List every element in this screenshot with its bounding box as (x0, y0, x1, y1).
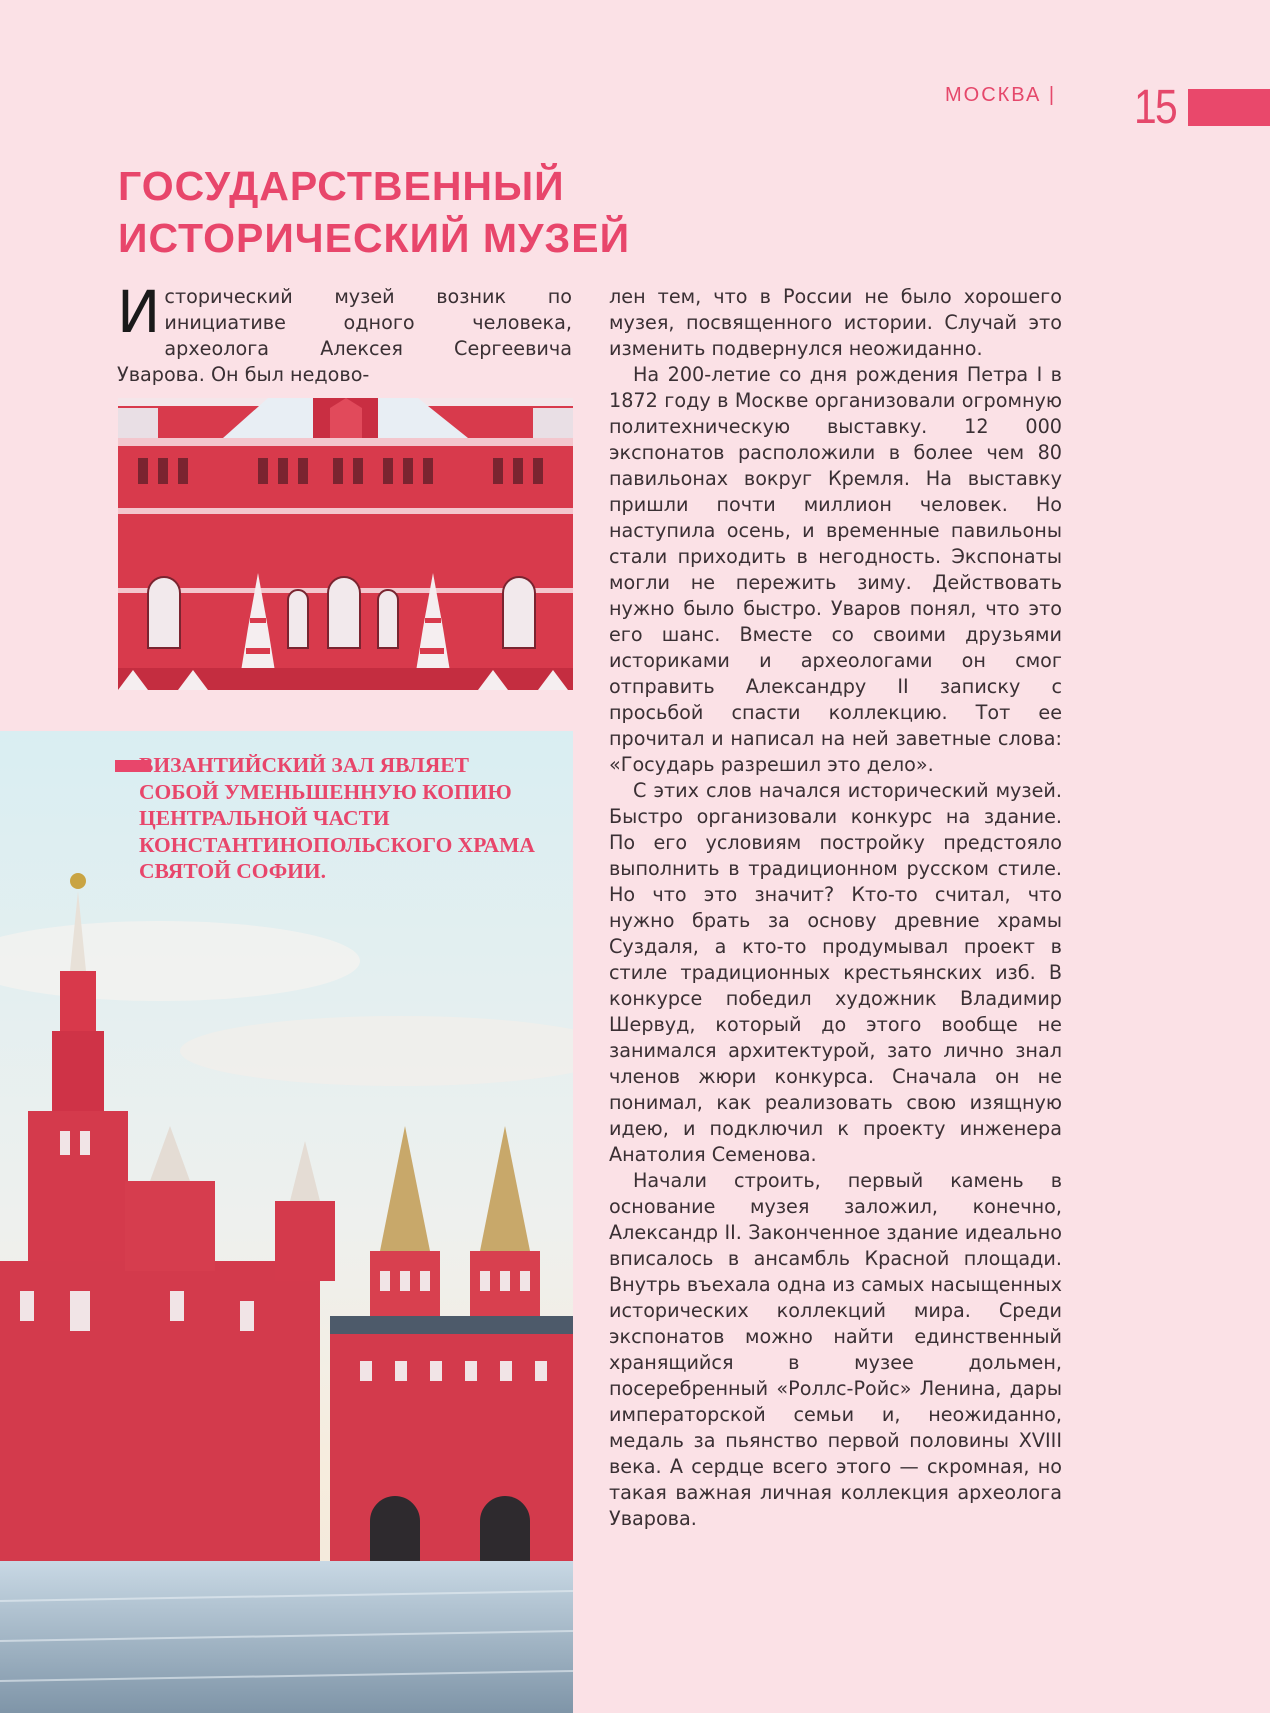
section-label: МОСКВА | (945, 84, 1057, 106)
page-number-bar (1188, 89, 1270, 126)
museum-facade-photo (118, 398, 573, 690)
paragraph-4: Начали строить, первый камень в основание музея заложил, конечно, Александр II. Законченное здание идеально вписалось в ансамбль Красной площади. Внутрь въехала одна из самых насыщенных исторических коллекций мира. Среди экспонатов можно найти единственный хранящийся в музее дольмен, посеребренный «Роллс-Ройс» Ленина, дары императорской семьи и, неожиданно, медаль за пьянство первой половины XVIII века. А сердце всего этого — скромная, но такая важная личная коллекция археолога Уварова. (609, 1169, 1062, 1530)
page-number: 15 (1134, 81, 1176, 134)
pullquote-text: ВИЗАНТИЙСКИЙ ЗАЛ ЯВЛЯЕТ СОБОЙ УМЕНЬШЕННУЮ КОПИЮ ЦЕНТРАЛЬНОЙ ЧАСТИ КОНСТАНТИНОПОЛЬСКОГО ХРАМА СВЯТОЙ СОФИИ. (139, 753, 535, 883)
intro-text: сторический музей возник по инициативе одного человека, археолога Алексея Сергеевича Уварова. Он был недово- (117, 285, 572, 386)
article-title (118, 160, 738, 264)
drop-cap: И (117, 278, 161, 346)
intro-paragraph (117, 278, 572, 388)
paragraph-3: С этих слов начался исторический музей. Быстро организовали конкурс на здание. По его условиям постройку предстояло выполнить в традиционном русском стиле. Но что это значит? Кто-то считал, что нужно брать за основу древние храмы Суздаля, а кто-то продумывал проект в стиле традиционных крестьянских изб. В конкурсе победил художник Владимир Шервуд, который до этого вообще не занимался архитектурой, зато лично знал членов жюри конкурса. Сначала он не понимал, как реализовать свою изящную идею, и подключил к проекту инженера Анатолия Семенова. (609, 779, 1062, 1166)
title-line-1: ГОСУДАРСТВЕННЫЙ (118, 163, 565, 209)
paragraph-2: На 200-летие со дня рождения Петра I в 1872 году в Москве организовали огромную политехническую выставку. 12 000 экспонатов расположили в более чем 80 павильонах вокруг Кремля. На выставку пришли почти миллион человек. Но наступила осень, и временные павильоны стали приходить в негодность. Экспонаты могли не пережить зиму. Действовать нужно было быстро. Уваров понял, что это его шанс. Вместе со своими друзьями историками и археологами он смог отправить Александру II записку с просьбой спасти коллекцию. Тот ее прочитал и написал на ней заветные слова: «Государь разрешил это дело». (609, 363, 1062, 776)
title-line-2: ИСТОРИЧЕСКИЙ МУЗЕЙ (118, 215, 631, 261)
paragraph-1: лен тем, что в России не было хорошего музея, посвященного истории. Случай это изменить подвернулся неожиданно. (609, 285, 1062, 360)
right-column (609, 284, 1062, 1532)
left-column (117, 278, 572, 388)
pullquote (115, 752, 535, 885)
